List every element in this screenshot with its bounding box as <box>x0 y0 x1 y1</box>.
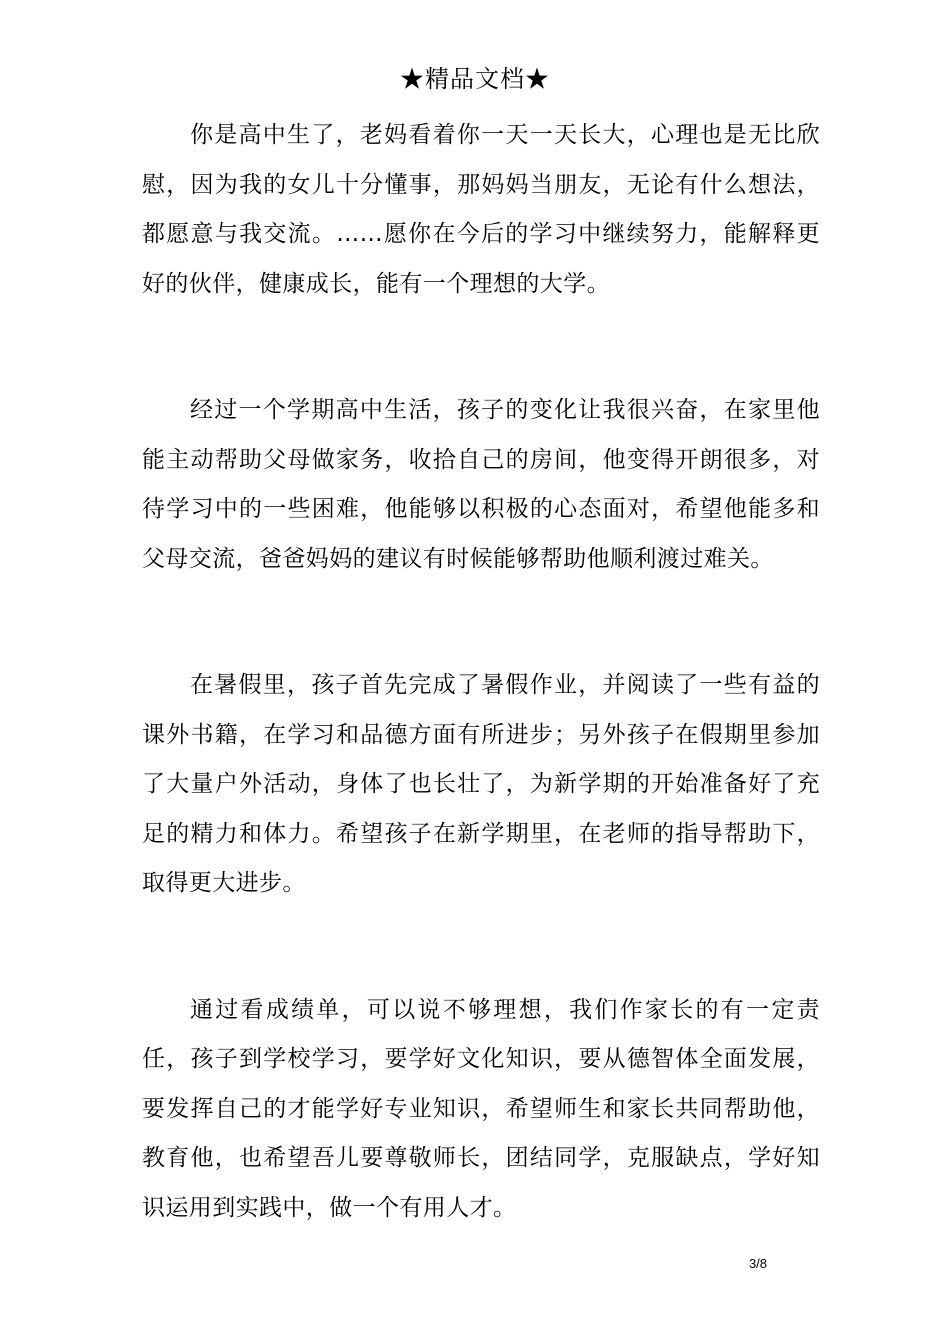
paragraph-3: 在暑假里，孩子首先完成了暑假作业，并阅读了一些有益的课外书籍，在学习和品德方面有所进步；另外孩子在假期里参加了大量户外活动，身体了也长壮了，为新学期的开始准备好了充足的精力和体力。希望孩子在新学期里，在老师的指导帮助下，取得更大进步。 <box>142 672 820 896</box>
paragraph-1: 你是高中生了，老妈看着你一天一天长大，心理也是无比欣慰，因为我的女儿十分懂事，那妈妈当朋友，无论有什么想法，都愿意与我交流。……愿你在今后的学习中继续努力，能解释更好的伙伴，健康成长，能有一个理想的大学。 <box>142 122 820 297</box>
paragraph-2: 经过一个学期高中生活，孩子的变化让我很兴奋，在家里他能主动帮助父母做家务，收拾自己的房间，他变得开朗很多，对待学习中的一些困难，他能够以积极的心态面对，希望他能多和父母交流，爸爸妈妈的建议有时候能够帮助他顺利渡过难关。 <box>142 397 820 572</box>
page-header-title: ★精品文档★ <box>400 65 550 93</box>
paragraph-4: 通过看成绩单，可以说不够理想，我们作家长的有一定责任，孩子到学校学习，要学好文化知识，要从德智体全面发展，要发挥自己的才能学好专业知识，希望师生和家长共同帮助他，教育他，也希望吾儿要尊敬师长，团结同学，克服缺点，学好知识运用到实践中，做一个有用人才。 <box>142 996 820 1221</box>
document-body <box>142 111 820 1233</box>
page-number: 3/8 <box>748 1256 768 1271</box>
